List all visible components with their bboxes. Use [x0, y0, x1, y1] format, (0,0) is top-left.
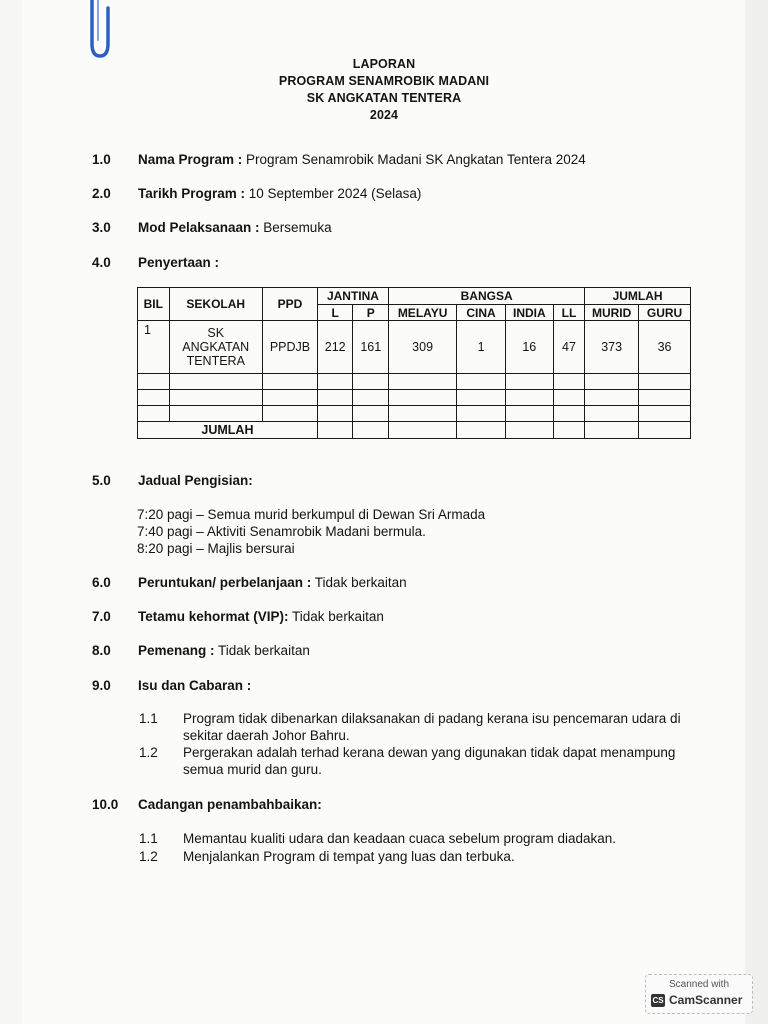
- cell-sekolah: SK ANGKATAN TENTERA: [169, 321, 263, 374]
- section-number: 2.0: [92, 186, 111, 201]
- section-number: 8.0: [92, 643, 111, 658]
- header-murid: MURID: [585, 305, 639, 321]
- section-label: Mod Pelaksanaan :: [138, 220, 260, 235]
- section-label: Nama Program :: [138, 152, 243, 167]
- table-total-row: [138, 422, 691, 439]
- header-sekolah: SEKOLAH: [169, 288, 263, 321]
- camscanner-logo-icon: CS: [652, 996, 664, 1005]
- cell-p: 161: [353, 321, 389, 374]
- issue-text: Pergerakan adalah terhad kerana dewan yang digunakan tidak dapat menampung semua murid dan guru.: [183, 745, 676, 777]
- section-label: Jadual Pengisian:: [138, 473, 253, 488]
- header-bil: BIL: [138, 288, 170, 321]
- header-melayu: MELAYU: [389, 305, 457, 321]
- schedule-item: 8:20 pagi – Majlis bersurai: [137, 541, 295, 556]
- title-line: 2024: [369, 108, 399, 122]
- report-title: [0, 56, 768, 124]
- section-number: 7.0: [92, 609, 111, 624]
- suggestion-text: Memantau kualiti udara dan keadaan cuaca sebelum program diadakan.: [183, 831, 617, 846]
- cell-bil: 1: [138, 321, 170, 374]
- section-value: Tidak berkaitan: [214, 643, 310, 658]
- section-number: 6.0: [92, 575, 111, 590]
- section-label: Pemenang :: [138, 643, 215, 658]
- cell-cina: 1: [457, 321, 506, 374]
- section-value: Bersemuka: [259, 220, 332, 235]
- table-header-row: [138, 288, 691, 305]
- section-value: 10 September 2024 (Selasa): [245, 186, 422, 201]
- section-number: 5.0: [92, 473, 111, 488]
- section-number: 9.0: [92, 678, 111, 693]
- paperclip-icon: [84, 0, 114, 62]
- suggestion-number: 1.1: [139, 831, 158, 846]
- header-india: INDIA: [505, 305, 553, 321]
- header-cina: CINA: [457, 305, 506, 321]
- cell-guru: 36: [639, 321, 691, 374]
- section-label: Tarikh Program :: [138, 186, 246, 201]
- section-label: Isu dan Cabaran :: [138, 678, 252, 693]
- section-number: 3.0: [92, 220, 111, 235]
- cell-total-label: JUMLAH: [138, 422, 318, 439]
- section-value: Tidak berkaitan: [311, 575, 407, 590]
- issue-number: 1.1: [139, 711, 158, 726]
- suggestion-number: 1.2: [139, 849, 158, 864]
- section-value: Tidak berkaitan: [288, 609, 384, 624]
- watermark-caption: Scanned with: [668, 979, 730, 990]
- header-p: P: [353, 305, 389, 321]
- table-row: [138, 390, 691, 406]
- issue-number: 1.2: [139, 745, 158, 760]
- cell-ppd: PPDJB: [263, 321, 318, 374]
- section-label: Penyertaan :: [138, 255, 220, 270]
- participation-table: [137, 287, 691, 439]
- header-guru: GURU: [639, 305, 691, 321]
- header-ll: LL: [553, 305, 585, 321]
- header-ppd: PPD: [263, 288, 318, 321]
- header-jumlah: JUMLAH: [585, 288, 691, 305]
- section-number: 4.0: [92, 255, 111, 270]
- section-number: 10.0: [92, 797, 119, 812]
- table-row: [138, 374, 691, 390]
- header-bangsa: BANGSA: [389, 288, 585, 305]
- section-label: Cadangan penambahbaikan:: [138, 797, 322, 812]
- watermark-brand: CamScanner: [669, 993, 743, 1007]
- page-edge-shadow: [745, 0, 768, 1024]
- cell-l: 212: [317, 321, 353, 374]
- section-label: Peruntukan/ perbelanjaan :: [138, 575, 312, 590]
- schedule-item: 7:20 pagi – Semua murid berkumpul di Dewan Sri Armada: [137, 507, 486, 522]
- section-label: Tetamu kehormat (VIP):: [138, 609, 289, 624]
- table-row: [138, 406, 691, 422]
- camscanner-watermark: [645, 974, 753, 1014]
- title-line: LAPORAN: [352, 57, 416, 71]
- cell-ll: 47: [553, 321, 585, 374]
- title-line: SK ANGKATAN TENTERA: [306, 91, 462, 105]
- section-value: Program Senamrobik Madani SK Angkatan Tentera 2024: [242, 152, 586, 167]
- suggestion-text: Menjalankan Program di tempat yang luas dan terbuka.: [183, 849, 515, 864]
- section-number: 1.0: [92, 152, 111, 167]
- header-jantina: JANTINA: [317, 288, 388, 305]
- table-row: [138, 321, 691, 374]
- issue-text: Program tidak dibenarkan dilaksanakan di padang kerana isu pencemaran udara di sekitar daerah Johor Bahru.: [183, 711, 681, 743]
- cell-india: 16: [505, 321, 553, 374]
- cell-murid: 373: [585, 321, 639, 374]
- cell-melayu: 309: [389, 321, 457, 374]
- title-line: PROGRAM SENAMROBIK MADANI: [278, 74, 490, 88]
- schedule-item: 7:40 pagi – Aktiviti Senamrobik Madani bermula.: [137, 524, 426, 539]
- header-l: L: [317, 305, 353, 321]
